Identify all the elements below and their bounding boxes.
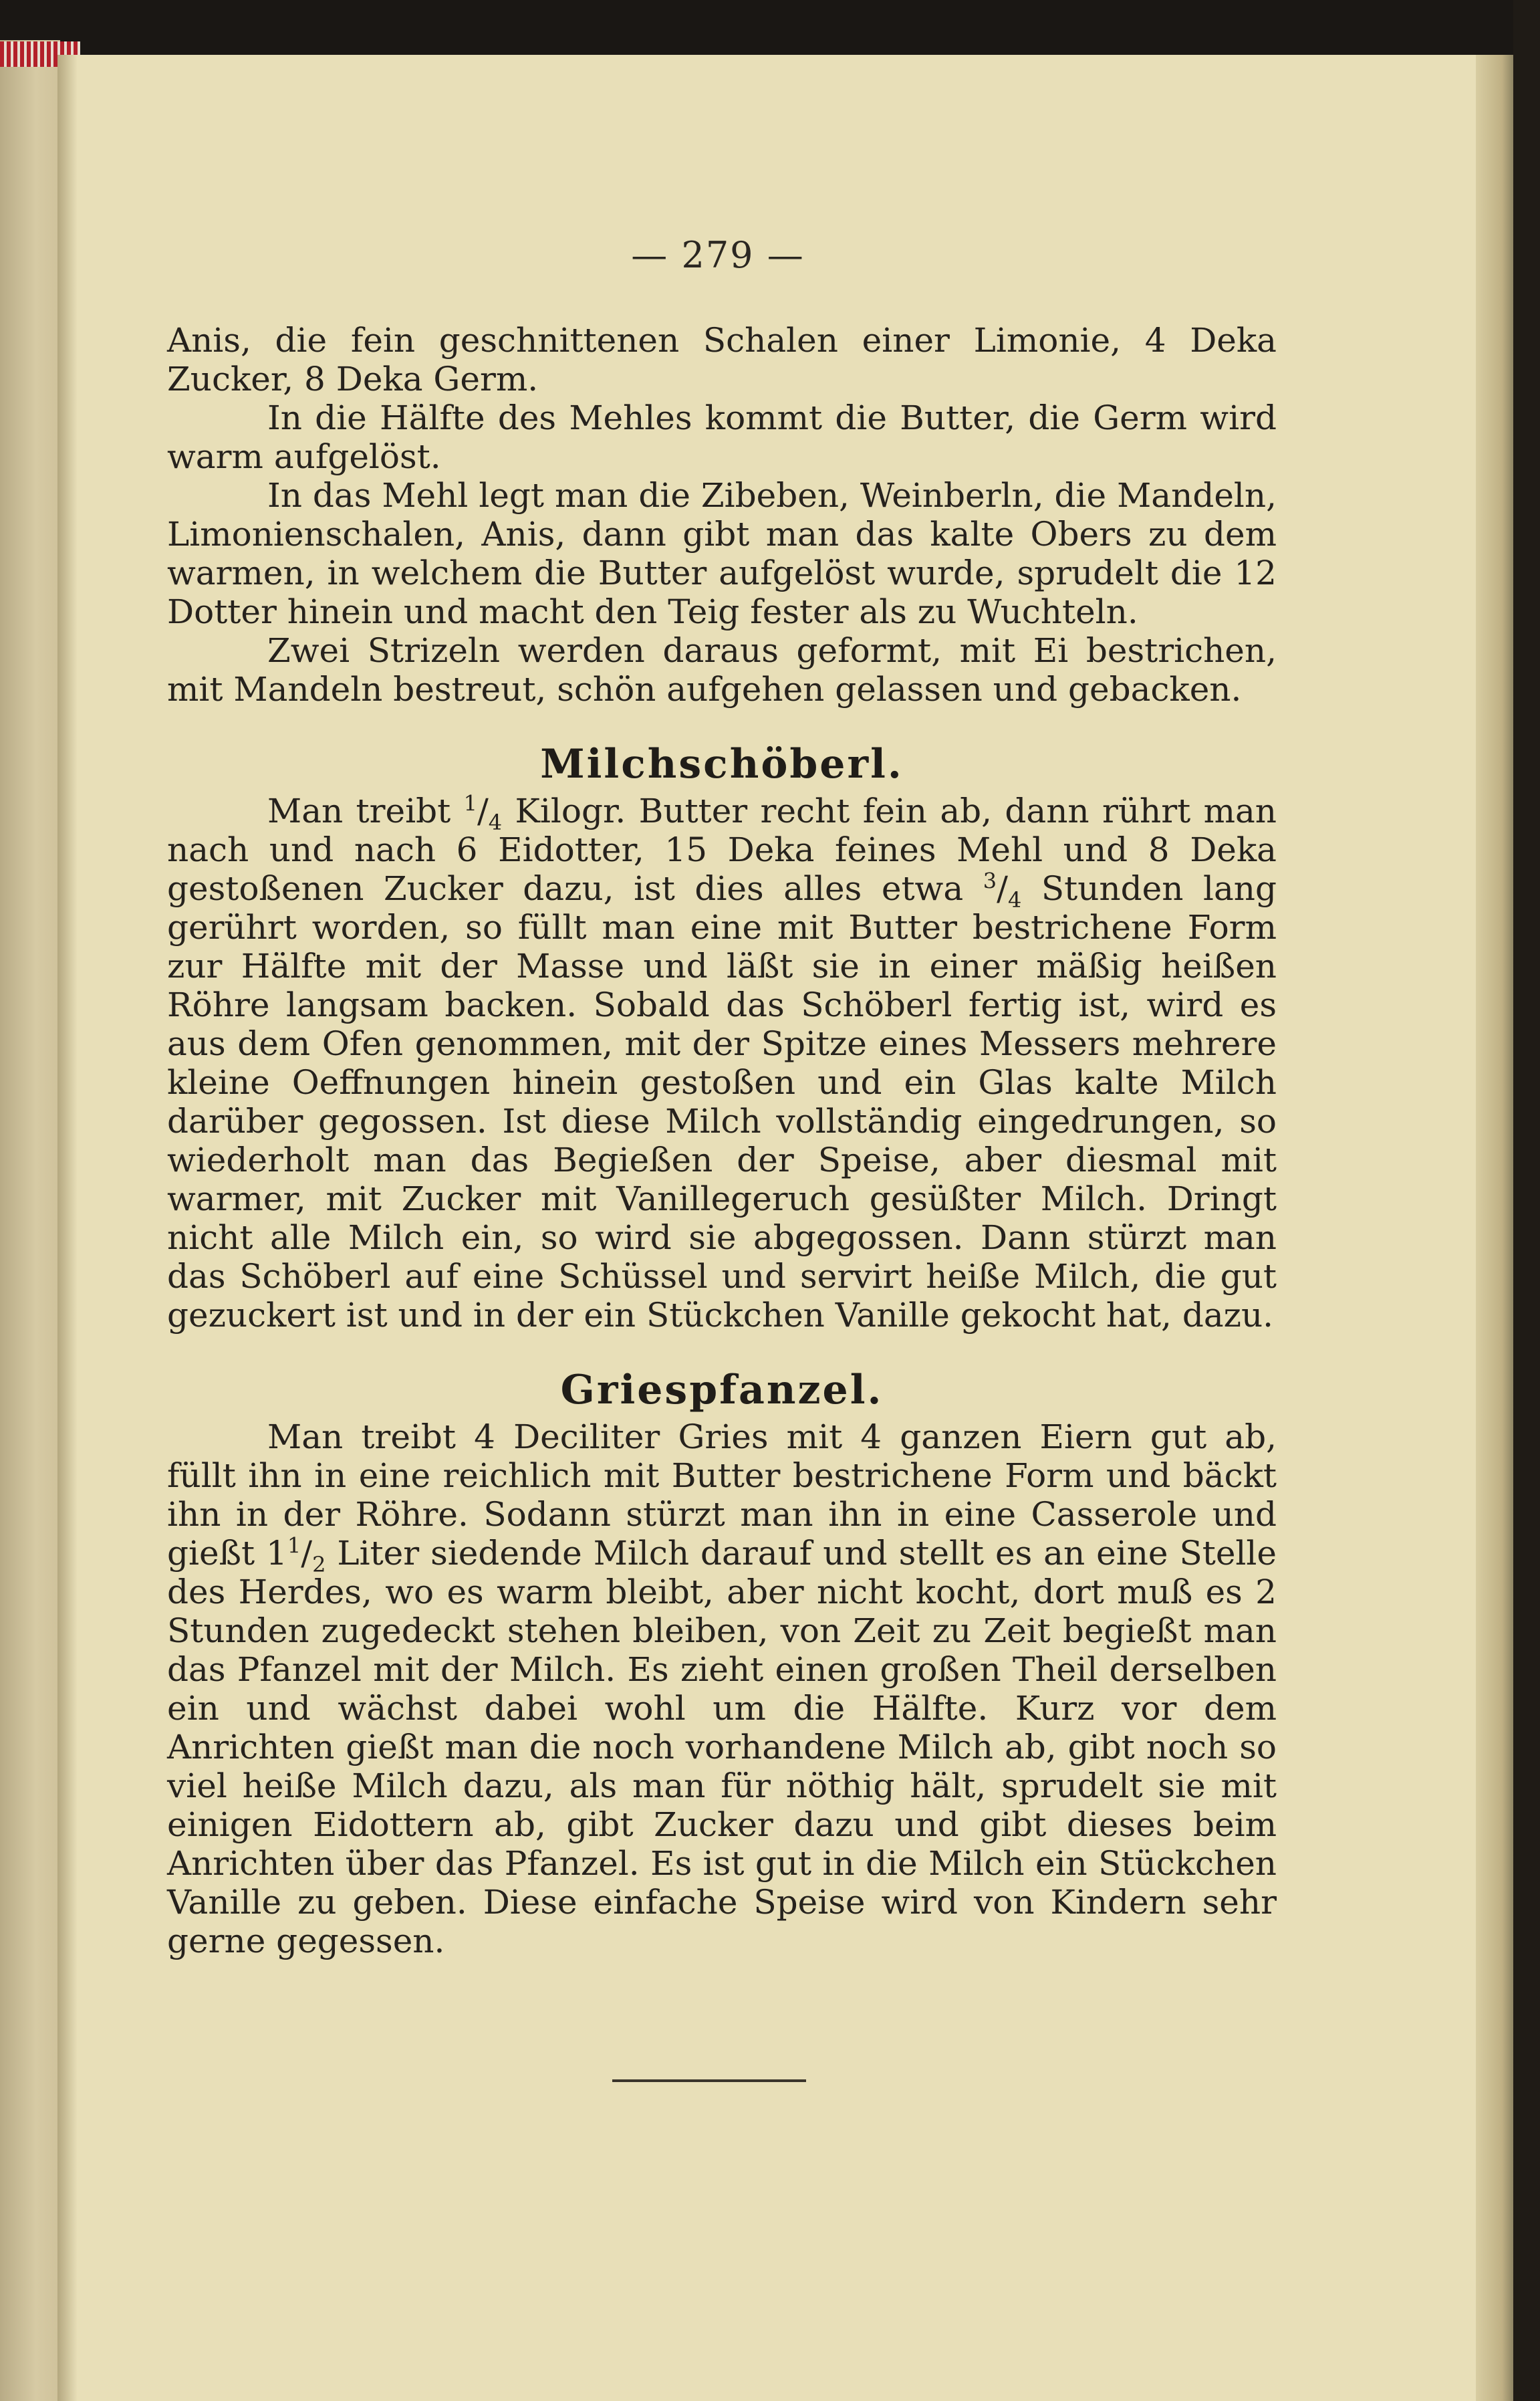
- recipe-text: Man treibt: [267, 792, 464, 830]
- scan-background-right: [1513, 0, 1540, 2401]
- recipe-text: Stunden lang gerührt worden, so füllt man eine mit Butter bestrichene Form zur Hälfte mit der Masse und läßt sie in einer mäßig heißen Röhre langsam backen. Sobald das Schöberl fertig ist, wird es aus dem Ofen genommen, mit der Spitze eines Messers mehrere kleine Oeffnungen hinein gestoßen und ein Glas kalte Milch darüber gegossen. Ist diese Milch vollständig eingedrungen, so wiederholt man das Begießen der Speise, aber diesmal mit warmer, mit Zucker mit Vanillegeruch gesüßter Milch. Dringt nicht alle Milch ein, so wird sie abgegossen. Dann stürzt man das Schöberl auf eine Schüssel und servirt heiße Milch, die gut gezuckert ist und in der ein Stückchen Vanille gekocht hat, dazu.: [167, 869, 1277, 1335]
- scan-background-top: [0, 0, 1540, 60]
- recipe-body-griespfanzel: Man treibt 4 Deciliter Gries mit 4 ganzen Eiern gut ab, füllt ihn in eine reichlich mit Butter bestrichene Form und bäckt ihn in der Röhre. Sodann stürzt man ihn in eine Casserole und gießt $1^1/_2$ Liter siedende Milch darauf und stellt es an eine Stelle des Herdes, wo es warm bleibt, aber nicht kocht, dort muß es 2 Stunden zugedeckt stehen bleiben, von Zeit zu Zeit begießt man das Pfanzel mit der Milch. Es zieht einen großen Theil derselben ein und wächst dabei wohl um die Hälfte. Kurz vor dem Anrichten gießt man die noch vorhandene Milch ab, gibt noch so viel heiße Milch dazu, als man für nöthig hält, sprudelt sie mit einigen Eidottern ab, gibt Zucker dazu und gibt dieses beim Anrichten über das Pfanzel. Es ist gut in die Milch ein Stückchen Vanille zu geben. Diese einfache Speise wird von Kindern sehr gerne gegessen.: [167, 1417, 1277, 1960]
- intro-paragraph-3: In das Mehl legt man die Zibeben, Weinberln, die Mandeln, Limonienschalen, Anis, dann gibt man das kalte Obers zu dem warmen, in welchem die Butter aufgelöst wurde, sprudelt die 12 Dotter hinein und macht den Teig fester als zu Wuchteln.: [167, 476, 1277, 631]
- previous-page-edge: [0, 40, 60, 2401]
- fraction-denominator: 4: [1007, 887, 1022, 913]
- fraction-numerator: 3: [983, 868, 997, 894]
- page-gutter: [57, 55, 78, 2401]
- fraction-numerator: 1: [287, 1532, 301, 1559]
- end-rule: [612, 2079, 806, 2082]
- intro-paragraph-2: In die Hälfte des Mehles kommt die Butter, die Germ wird warm aufgelöst.: [167, 398, 1277, 476]
- recipe-title-griespfanzel: Griespfanzel.: [560, 1367, 884, 1413]
- recipe-text: Man treibt 4 Deciliter Gries mit 4 ganzen Eiern gut ab, füllt ihn in eine reichlich mit Butter bestrichene Form und bäckt ihn in der Röhre. Sodann stürzt man ihn in eine Casserole und gießt 1: [167, 1417, 1277, 1573]
- fraction-denominator: 2: [312, 1552, 326, 1577]
- recipe-text: Kilogr. Butter recht fein ab, dann rührt man nach und nach 6 Eidotter, 15 Deka feines Mehl und 8 Deka gestoßenen Zucker dazu, ist dies alles etwa: [167, 792, 1277, 908]
- intro-paragraph-1: Anis, die fein geschnittenen Schalen einer Limonie, 4 Deka Zucker, 8 Deka Germ.: [167, 321, 1277, 398]
- page-edge-stack: [1476, 55, 1513, 2401]
- fraction-numerator: 1: [463, 790, 477, 816]
- recipe-title-milchschoeberl: Milchschöberl.: [540, 741, 904, 788]
- recipe-text: Liter siedende Milch darauf und stellt es an eine Stelle des Herdes, wo es warm bleibt, aber nicht kocht, dort muß es 2 Stunden zugedeckt stehen bleiben, von Zeit zu Zeit begießt man das Pfanzel mit der Milch. Es zieht einen großen Theil derselben ein und wächst dabei wohl um die Hälfte. Kurz vor dem Anrichten gießt man die noch vorhandene Milch ab, gibt noch so viel heiße Milch dazu, als man für nöthig hält, sprudelt sie mit einigen Eidottern ab, gibt Zucker dazu und gibt dieses beim Anrichten über das Pfanzel. Es ist gut in die Milch ein Stückchen Vanille zu geben. Diese einfache Speise wird von Kindern sehr gerne gegessen.: [167, 1534, 1277, 1960]
- fraction-denominator: 4: [488, 810, 503, 835]
- page-text: [167, 321, 1277, 1960]
- page-number: — 279 —: [631, 234, 805, 276]
- intro-paragraph-4: Zwei Strizeln werden daraus geformt, mit Ei bestrichen, mit Mandeln bestreut, schön aufgehen gelassen und gebacken.: [167, 631, 1277, 709]
- recipe-body-milchschoeberl: Man treibt $^1/_4$ Kilogr. Butter recht fein ab, dann rührt man nach und nach 6 Eidotter, 15 Deka feines Mehl und 8 Deka gestoßenen Zucker dazu, ist dies alles etwa $^3/_4$ Stunden lang gerührt worden, so füllt man eine mit Butter bestrichene Form zur Hälfte mit der Masse und läßt sie in einer mäßig heißen Röhre langsam backen. Sobald das Schöberl fertig ist, wird es aus dem Ofen genommen, mit der Spitze eines Messers mehrere kleine Oeffnungen hinein gestoßen und ein Glas kalte Milch darüber gegossen. Ist diese Milch vollständig eingedrungen, so wiederholt man das Begießen der Speise, aber diesmal mit warmer, mit Zucker mit Vanillegeruch gesüßter Milch. Dringt nicht alle Milch ein, so wird sie abgegossen. Dann stürzt man das Schöberl auf eine Schüssel und servirt heiße Milch, die gut gezuckert ist und in der ein Stückchen Vanille gekocht hat, dazu.: [167, 790, 1277, 1335]
